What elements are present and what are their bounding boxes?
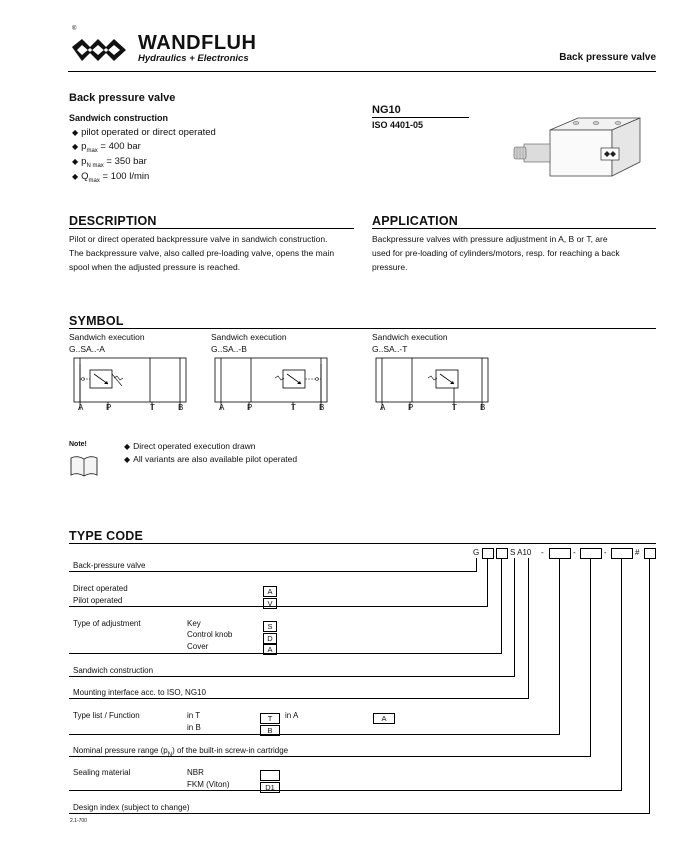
symbol-b-port-t: T	[291, 403, 296, 412]
header-right-title: Back pressure valve	[559, 52, 656, 63]
header-rule	[68, 71, 656, 72]
connector-2	[501, 559, 502, 653]
code-in-b: B	[260, 722, 280, 740]
row-typelist: Type list / Function	[73, 711, 140, 720]
connector-a10	[528, 558, 529, 698]
symbol-b-port-a: A	[219, 403, 225, 412]
symbol-a-diagram	[72, 356, 194, 412]
note-line: ◆ Direct operated execution drawn	[124, 441, 256, 451]
description-line: spool when the adjusted pressure is reached.	[69, 262, 241, 272]
code-key: S	[263, 618, 277, 636]
row-key: Key	[187, 619, 201, 628]
iso-label: ISO 4401-05	[372, 120, 424, 130]
code-box-2	[496, 548, 508, 559]
description-line: Pilot or direct operated backpressure valve in sandwich construction.	[69, 234, 328, 244]
brand-logo	[68, 30, 138, 70]
application-text	[372, 232, 620, 274]
note-lines	[124, 440, 297, 466]
row-fkm: FKM (Viton)	[187, 780, 230, 789]
row-sealing: Sealing material	[73, 768, 131, 777]
symbol-t-diagram	[374, 356, 496, 412]
description-heading: DESCRIPTION	[69, 214, 157, 228]
symbol-rule	[69, 328, 656, 329]
connector-3	[559, 559, 560, 734]
symbol-t-port-b: B	[480, 403, 486, 412]
intro-title: Back pressure valve	[69, 92, 176, 104]
symbol-a-code: G..SA..-A	[69, 344, 105, 354]
code-knob: D	[263, 630, 277, 648]
row-direct: Direct operated	[73, 584, 128, 593]
bullet-item: ◆ pilot operated or direct operated	[72, 127, 216, 138]
symbol-t-title: Sandwich execution	[372, 332, 448, 342]
row-sandwich: Sandwich construction	[73, 666, 154, 675]
row-knob: Control knob	[187, 630, 233, 639]
note-line: ◆ All variants are also available pilot operated	[124, 454, 298, 464]
symbol-a-port-b: B	[178, 403, 184, 412]
symbol-a-port-p: P	[106, 403, 112, 412]
row-rule-sealing	[69, 790, 622, 791]
note-label: Note!	[69, 441, 87, 448]
application-rule	[372, 228, 656, 229]
code-sa: S A10	[510, 548, 532, 557]
symbol-t-port-a: A	[380, 403, 386, 412]
symbol-a-title: Sandwich execution	[69, 332, 145, 342]
ng-rule	[372, 117, 469, 118]
code-box-3	[549, 548, 571, 559]
code-box-4	[580, 548, 602, 559]
code-box-5	[611, 548, 633, 559]
code-hash: #	[635, 548, 640, 557]
brand-name: WANDFLUH	[138, 32, 257, 54]
registered-mark: ®	[72, 26, 77, 32]
symbol-b-diagram	[213, 356, 335, 412]
row-rule-adjust	[69, 653, 502, 654]
code-dash-3: -	[604, 548, 607, 557]
symbol-b-title: Sandwich execution	[211, 332, 287, 342]
symbol-b-port-p: P	[247, 403, 253, 412]
product-image	[510, 112, 650, 187]
bullet-item: ◆ $Q_{max} = 100$ l/min	[72, 171, 150, 184]
typecode-heading: TYPE CODE	[69, 529, 144, 543]
symbol-b-port-b: B	[319, 403, 325, 412]
symbol-t-port-p: P	[408, 403, 414, 412]
row-pilot: Pilot operated	[73, 596, 123, 605]
connector-4	[590, 559, 591, 756]
intro-bullets	[72, 126, 216, 185]
connector-1	[487, 559, 488, 606]
row-cover: Cover	[187, 642, 209, 651]
row-nominal: Nominal pressure range $(p_N)$ of the built-in screw-in cartridge	[73, 746, 289, 758]
typecode-rule	[69, 543, 656, 544]
code-dash-1: -	[541, 548, 544, 557]
symbol-t-port-t: T	[452, 403, 457, 412]
row-adjust: Type of adjustment	[73, 619, 141, 628]
intro-subtitle: Sandwich construction	[69, 113, 169, 123]
row-nbr: NBR	[187, 768, 204, 777]
code-pilot: V	[263, 595, 277, 613]
description-text	[69, 232, 334, 274]
bullet-item: ◆ $p_{max} = 400$ bar	[72, 141, 141, 154]
code-fkm: D1	[260, 779, 280, 797]
symbol-b-code: G..SA..-B	[211, 344, 247, 354]
symbol-a-port-t: T	[150, 403, 155, 412]
connector-s	[514, 558, 515, 676]
connector-g	[476, 558, 477, 571]
ng-size: NG10	[372, 104, 401, 116]
bullet-item: ◆ $p_{N max} = 350$ bar	[72, 156, 147, 169]
description-rule	[69, 228, 354, 229]
code-cover: A	[263, 641, 277, 659]
row-in-b: in B	[187, 723, 201, 732]
application-line: pressure.	[372, 262, 408, 272]
footer-code: 2.1-700	[70, 818, 87, 824]
code-dash-2: -	[573, 548, 576, 557]
connector-6	[649, 559, 650, 813]
row-valve: Back-pressure valve	[73, 561, 146, 570]
symbol-a-port-a: A	[78, 403, 84, 412]
row-in-t: in T	[187, 711, 201, 720]
application-line: Backpressure valves with pressure adjustment in A, B or T, are	[372, 234, 608, 244]
application-line: used for pre-loading of cylinders/motors, resp. for reaching a back	[372, 248, 620, 258]
code-box-6	[644, 548, 656, 559]
code-g: G	[473, 548, 480, 557]
connector-5	[621, 559, 622, 790]
code-direct: A	[263, 583, 277, 601]
row-in-a: in A	[285, 711, 299, 720]
symbol-heading: SYMBOL	[69, 314, 124, 328]
row-rule-operated	[69, 606, 488, 607]
row-design: Design index (subject to change)	[73, 803, 190, 812]
code-box-1	[482, 548, 494, 559]
description-line: The backpressure valve, also called pre-loading valve, opens the main	[69, 248, 335, 258]
book-icon	[69, 452, 99, 478]
application-heading: APPLICATION	[372, 214, 458, 228]
row-mounting: Mounting interface acc. to ISO, NG10	[73, 688, 206, 697]
code-in-t: T	[260, 710, 280, 728]
row-rule-typelist	[69, 734, 560, 735]
brand-subtitle: Hydraulics + Electronics	[138, 53, 249, 64]
code-in-a: A	[373, 710, 395, 728]
symbol-t-code: G..SA..-T	[372, 344, 408, 354]
